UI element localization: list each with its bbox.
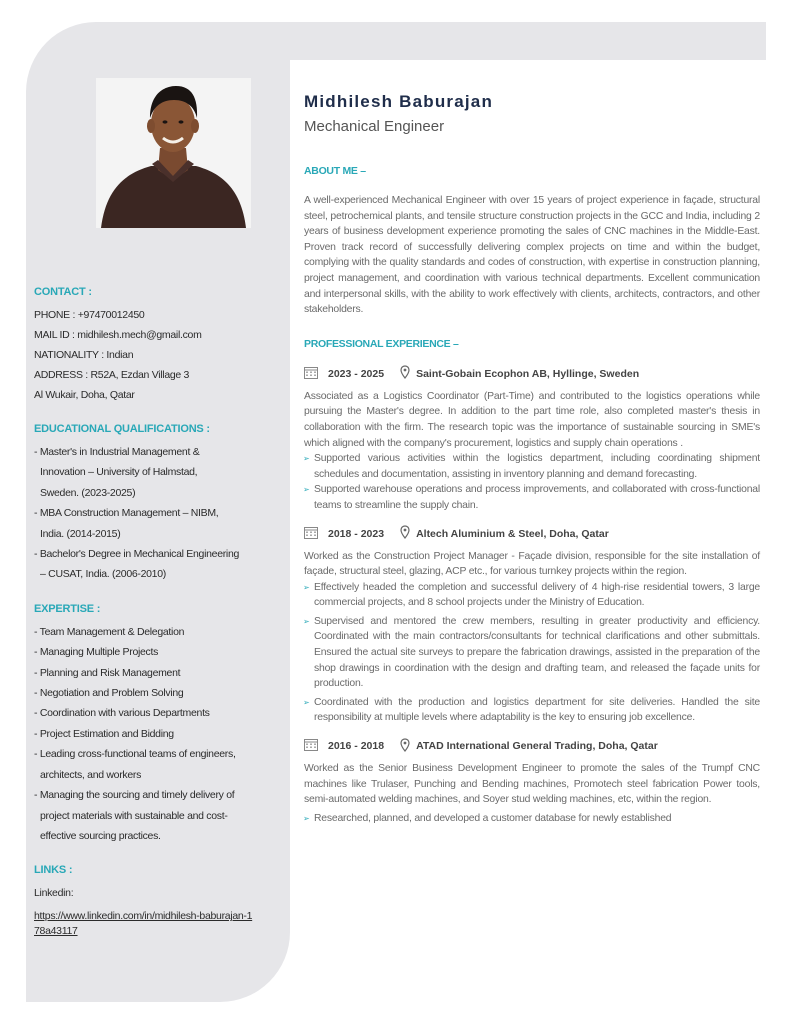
links-heading: LINKS : [34,864,73,877]
job-header [304,526,760,542]
linkedin-link[interactable]: https://www.linkedin.com/in/midhilesh-baburajan-178a43117 [34,910,253,938]
contact-heading: CONTACT : [34,286,92,298]
location-pin-icon [400,738,410,755]
expertise-item: - Team Management & Delegation [34,625,185,638]
location-pin-icon [400,365,410,382]
about-text: A well-experienced Mechanical Engineer with over 15 years of project experience in façade, structural steel, petrochemical plants, and tensile structure construction projects in the GCC and India, including 2 years of business development experience promoting the sales of CNC machines in the Middle-East. Proven track record of successfully delivering complex projects on time and within the budget, complying with the quality standards and codes of construction, with expertise in construction planning, project management, and coordination with various technical departments. Excellent communication and interpersonal skills, with the ability to work effectively with clients, architects, contractors, and other stakeholders. [304,195,760,316]
about-heading: ABOUT ME – [304,165,366,177]
expertise-item: effective sourcing practices. [40,829,161,842]
job-dates: 2023 - 2025 [328,367,385,380]
person-name: Midhilesh Baburajan [304,92,494,111]
job-bullet: ➢ Coordinated with the production and logistics department for site deliveries. Handled the site responsibility at multiple levels where adaptability is the key to ensuring job excellence. [304,695,760,726]
job-bullet: ➢ Supported various activities within the logistics department, including coordinating shipment schedules and documentation, assisting in inventory planning and demand forecasting. [304,451,760,482]
education-line: - Master's in Industrial Management & [34,446,200,458]
job-summary: Associated as a Logistics Coordinator (Part-Time) and contributed to the logistics operations while pursuing the Master's degree. In addition to the part time role, also completed master's thesis in collaboration with the firm. The research topic was the importance of sustainable sourcing in SME's which aligned with the company's procurement, logistics and supply chain operations . [304,390,760,449]
education-line: India. (2014-2015) [40,527,121,540]
expertise-item: - Negotiation and Problem Solving [34,687,184,700]
location-pin-icon [400,525,410,542]
expertise-item: - Leading cross-functional teams of engineers, [34,748,236,761]
job-title: Mechanical Engineer [304,118,445,135]
job-bullet: ➢ Supervised and mentored the crew members, resulting in greater productivity and efficiency. Coordinated with the main contractors/consultants for technical clarifications and other submittals. Ensured the actual site surveys to prepare the fabrication drawings, assisted in the preparation of the shop drawings in coordination with the design and drafting team, and released the façade units for production. [304,614,760,692]
expertise-item: - Project Estimation and Bidding [34,727,174,740]
job-bullet: ➢ Researched, planned, and developed a customer database for newly established [304,811,760,827]
education-section [34,423,284,585]
job-summary: Worked as the Construction Project Manager - Façade division, responsible for the site installation of façade, structural steel, glazing, ACP etc., for various turnkey projects within the region. [304,550,760,578]
job-bullets [304,451,760,513]
job-company: ATAD International General Trading, Doha, Qatar [416,740,658,753]
job-company: Altech Aluminium & Steel, Doha, Qatar [416,527,609,540]
job-dates: 2018 - 2023 [328,527,385,540]
main-content [304,92,760,826]
address-line-1: ADDRESS : R52A, Ezdan Village 3 [34,369,190,381]
job-bullets [304,580,760,726]
profile-photo [96,78,251,228]
education-line: Innovation – University of Halmstad, [40,466,198,479]
job-dates: 2016 - 2018 [328,740,385,753]
expertise-item: - Planning and Risk Management [34,666,181,679]
experience-heading: PROFESSIONAL EXPERIENCE – [304,337,459,350]
email-text: MAIL ID : midhilesh.mech@gmail.com [34,329,202,341]
job-header [304,738,760,754]
calendar-icon [304,738,318,754]
education-line: Sweden. (2023-2025) [40,486,136,499]
expertise-item: project materials with sustainable and cost- [40,809,228,822]
expertise-heading: EXPERTISE : [34,602,101,615]
expertise-section [34,603,284,846]
linkedin-label: Linkedin: [34,887,74,900]
expertise-item: - Managing Multiple Projects [34,646,159,659]
job-bullet: ➢ Effectively headed the completion and successful delivery of 4 high-rise residential towers, 3 large commercial projects, and 8 school projects under the Ministry of Education. [304,580,760,611]
job-bullet: ➢ Supported warehouse operations and process improvements, and collaborated with cross-functional teams to streamline the supply chain. [304,482,760,513]
expertise-item: - Coordination with various Departments [34,707,210,720]
calendar-icon [304,366,318,382]
education-line: - MBA Construction Management – NIBM, [34,507,219,520]
calendar-icon [304,526,318,542]
expertise-item: architects, and workers [40,768,142,781]
job-header [304,366,760,382]
education-line: – CUSAT, India. (2006-2010) [40,568,166,581]
phone-text: PHONE : +97470012450 [34,309,145,321]
expertise-item: - Managing the sourcing and timely delivery of [34,789,235,802]
job-bullets [304,811,760,827]
links-section [34,864,284,939]
sidebar [34,286,284,955]
contact-section [34,286,284,405]
education-line: - Bachelor's Degree in Mechanical Engineering [34,548,240,561]
education-heading: EDUCATIONAL QUALIFICATIONS : [34,423,210,435]
nationality-text: NATIONALITY : Indian [34,349,134,361]
job-summary: Worked as the Senior Business Development Engineer to promote the sales of the Trumpf CNC machines like Trulaser, Punching and Bending machines, Promotech steel fabrication Power tools, semi-automated welding machines, and Soyer stud welding machines, etc, within the region. [304,763,760,806]
job-company: Saint-Gobain Ecophon AB, Hyllinge, Sweden [416,367,640,380]
address-line-2: Al Wukair, Doha, Qatar [34,389,135,401]
